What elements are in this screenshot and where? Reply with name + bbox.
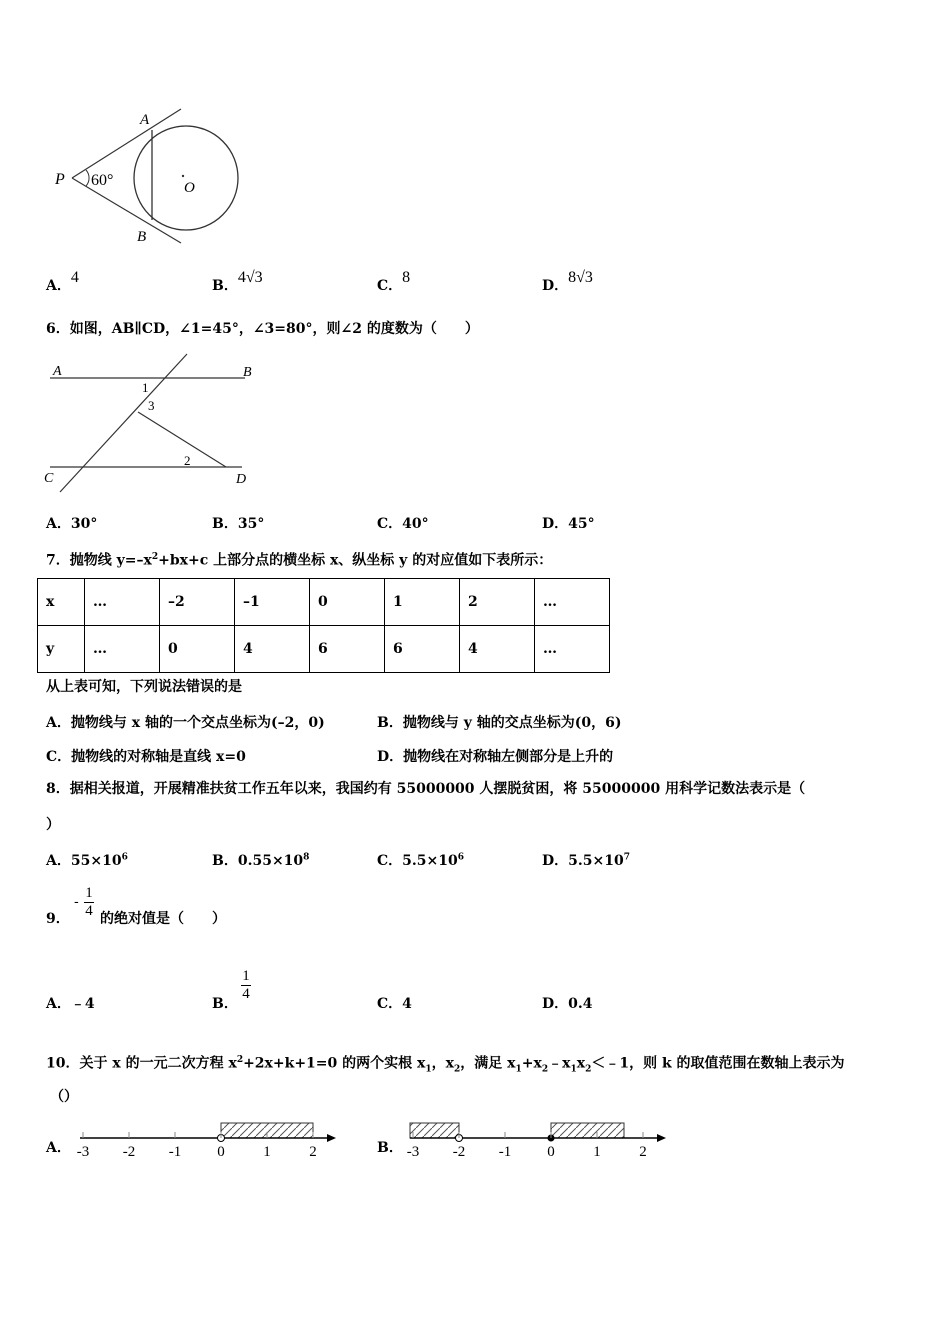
q8-text: 8．据相关报道，开展精准扶贫工作五年以来，我国约有 55000000 人摆脱贫困，将 55000000 用科学记数法表示是（ [46, 781, 806, 797]
q6-option-d: D．45° [542, 516, 595, 532]
shaded-region [551, 1123, 624, 1138]
angle-3-label: 3 [148, 398, 155, 413]
label-p: P [55, 171, 65, 188]
q9-option-c: C．4 [377, 996, 412, 1012]
label-a: A [140, 112, 150, 128]
q9-sign: - [74, 894, 79, 910]
tick-label: -3 [406, 1144, 420, 1160]
q10-option-a-letter: A． [46, 1140, 71, 1156]
angle-label: 60° [91, 172, 114, 189]
q8-option-d: D．$5.5\times 10^7$ [542, 852, 630, 869]
tick-label: 2 [309, 1144, 317, 1160]
q9-fraction: 1 4 [85, 885, 93, 919]
q10-text: 10．关于 x 的一元二次方程 $x^2+2x+k+1=0$ 的两个实根 $x_1$，$x_2$，满足 $x_1+x_2﹣x_1x_2<﹣1$，则 k 的取值范围在数轴上表示为 [46, 1055, 845, 1075]
q5-option-d-value: 8√3 [568, 269, 593, 286]
angle-2-label: 2 [184, 453, 191, 468]
arrow-icon [327, 1134, 336, 1142]
q10-option-b-letter: B． [377, 1140, 403, 1156]
angle-1-label: 1 [142, 380, 149, 395]
label-b: B [137, 229, 147, 245]
open-point [218, 1135, 225, 1142]
q9-option-b-fraction: 1 4 [242, 968, 250, 1002]
q10-paren: （） [50, 1089, 78, 1105]
tick-label: -3 [76, 1144, 90, 1160]
q6-option-b: B．35° [212, 516, 265, 532]
q7-option-b: B．抛物线与 y 轴的交点坐标为(0，6) [377, 715, 622, 731]
parallel-lines-figure [0, 0, 270, 510]
q9-option-a: A．﹣4 [46, 996, 95, 1012]
arrow-icon [657, 1134, 666, 1142]
q7-option-d: D．抛物线在对称轴左侧部分是上升的 [377, 749, 614, 765]
tick-label: 1 [593, 1144, 601, 1160]
q5-option-d-letter: D． [542, 278, 569, 294]
closed-point [548, 1135, 555, 1142]
table-row: x … –2 –1 0 1 2 … [38, 579, 610, 626]
q5-option-c-letter: C． [377, 278, 403, 294]
q9-option-b: B． [212, 996, 238, 1012]
q8-option-a: A．$55\times 10^6$ [46, 852, 128, 869]
q8-option-b: B．$0.55\times 10^8$ [212, 852, 310, 869]
q8-option-c: C．$5.5\times 10^6$ [377, 852, 464, 869]
q9-option-d: D．0.4 [542, 996, 593, 1012]
label-o: O [184, 180, 195, 196]
q7-option-c: C．抛物线的对称轴是直线 x=0 [46, 749, 246, 765]
shaded-region [221, 1123, 313, 1138]
q5-option-b-value: 4√3 [237, 269, 263, 286]
open-point [456, 1135, 463, 1142]
tick-label: -2 [122, 1144, 136, 1160]
tick-label: 0 [217, 1144, 225, 1160]
q6-text: 6．如图，AB∥CD，∠1=45°，∠3=80°，则∠2 的度数为（ ） [46, 321, 479, 337]
label-c: C [44, 471, 54, 486]
q7-option-a: A．抛物线与 x 轴的一个交点坐标为(–2，0) [46, 715, 325, 731]
label-d: D [236, 472, 247, 487]
q9-number: 9． [46, 911, 70, 927]
number-line-a [77, 1123, 336, 1160]
tick-label: -1 [168, 1144, 182, 1160]
q7-prompt: 从上表可知，下列说法错误的是 [46, 679, 242, 695]
tick-label: 0 [547, 1144, 555, 1160]
table-row: y … 0 4 6 6 4 … [38, 626, 610, 673]
q8-text-end: ） [46, 817, 60, 833]
label-a: A [53, 364, 62, 379]
label-b: B [243, 365, 252, 380]
tick-label: 1 [263, 1144, 271, 1160]
q7-text: 7．抛物线 $y=-x^2+bx+c$ 上部分点的横坐标 x、纵坐标 y 的对应值如下表所示： [46, 552, 553, 569]
q5-option-b-letter: B． [212, 278, 238, 294]
q5-option-a-value: 4 [70, 269, 79, 286]
tick-label: 2 [639, 1144, 647, 1160]
q5-option-a-letter: A． [46, 278, 71, 294]
number-line-b [407, 1123, 666, 1160]
value-table [37, 578, 610, 673]
q5-option-c-value: 8 [402, 269, 411, 286]
q6-option-c: C．40° [377, 516, 429, 532]
tick-label: -1 [498, 1144, 512, 1160]
tick-label: -2 [452, 1144, 466, 1160]
shaded-region [410, 1123, 459, 1138]
q6-option-a: A．30° [46, 516, 98, 532]
q9-text: 的绝对值是（ ） [100, 911, 226, 927]
